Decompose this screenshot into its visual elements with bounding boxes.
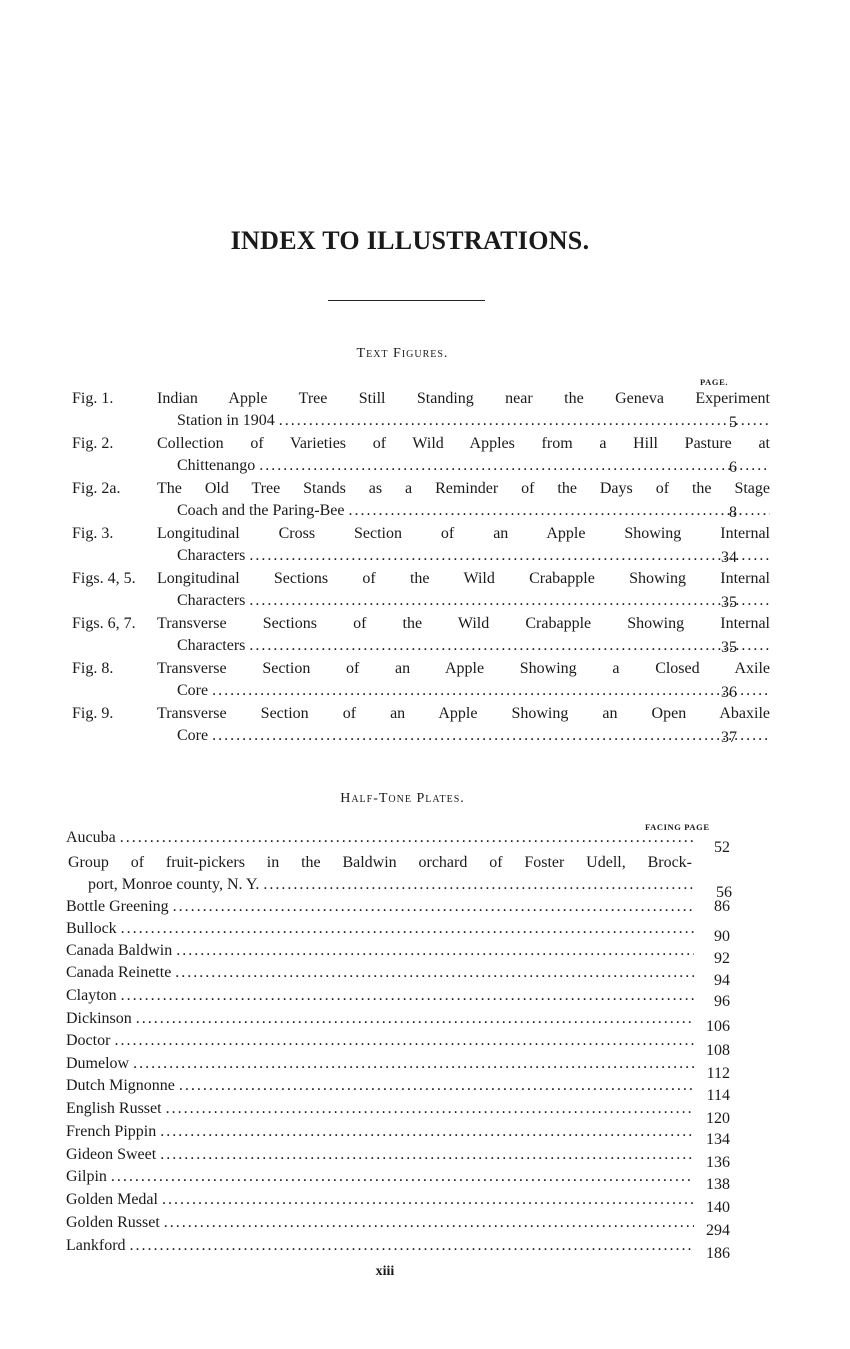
plate-page: 294: [706, 1222, 730, 1239]
plate-page: 90: [714, 928, 730, 945]
plate-title: Dickinson: [66, 1010, 132, 1027]
plate-page: 106: [706, 1018, 730, 1035]
leader-dots: [245, 545, 770, 567]
plate-page: 136: [706, 1154, 730, 1171]
figure-number: Fig. 8.: [72, 660, 114, 677]
leader-dots: [132, 1008, 694, 1030]
plate-title: English Russet: [66, 1100, 162, 1117]
plate-entry: [66, 1053, 730, 1082]
figure-caption: Longitudinal Cross Section of an Apple Showing Internal: [157, 525, 770, 542]
figure-caption-continued: Characters: [177, 547, 246, 564]
title-rule: [328, 300, 485, 301]
figure-caption: Transverse Section of an Apple Showing an Open Abaxile: [157, 705, 770, 722]
figure-caption-continued: Core: [177, 727, 209, 744]
plate-title: Group of fruit-pickers in the Baldwin orchard of Foster Udell, Brock-: [68, 854, 692, 871]
plate-page: 94: [714, 972, 730, 989]
figure-caption: Longitudinal Sections of the Wild Crabapple Showing Internal: [157, 570, 770, 587]
plate-page: 134: [706, 1131, 730, 1148]
figure-number: Fig. 2.: [72, 435, 114, 452]
text-figures-heading: Text Figures.: [356, 346, 449, 361]
plate-entry: [66, 1189, 730, 1216]
leader-dots: [156, 1121, 694, 1143]
figure-page: 34: [721, 549, 737, 566]
figure-caption-continued: Station in 1904: [177, 412, 275, 429]
figure-number: Fig. 2a.: [72, 480, 121, 497]
figure-page: 37: [721, 729, 737, 746]
plate-page: 86: [714, 898, 730, 915]
figure-caption: The Old Tree Stands as a Reminder of the Days of the Stage: [157, 480, 770, 497]
plate-entry: [66, 918, 730, 945]
plate-title: Doctor: [66, 1032, 111, 1049]
plate-entry: [66, 1008, 730, 1035]
plate-title: Gilpin: [66, 1168, 107, 1185]
figure-caption-continued: Chittenango: [177, 457, 256, 474]
leader-dots: [116, 827, 694, 849]
leader-dots: [110, 1030, 694, 1052]
figure-caption-continued: Core: [177, 682, 209, 699]
figure-caption-continued: Characters: [177, 592, 246, 609]
plate-title: French Pippin: [66, 1123, 157, 1140]
plate-entry: [66, 1075, 730, 1104]
leader-dots: [275, 410, 770, 432]
plate-page: 112: [706, 1065, 730, 1082]
figure-number: Figs. 6, 7.: [72, 615, 136, 632]
leader-dots: [175, 1075, 694, 1097]
figure-page: 36: [721, 684, 737, 701]
page-column-label: PAGE.: [700, 377, 729, 387]
figure-page: 35: [721, 594, 737, 611]
plate-title: Clayton: [66, 987, 117, 1004]
figure-number: Fig. 3.: [72, 525, 114, 542]
leader-dots: [126, 1235, 694, 1257]
leader-dots: [156, 1144, 694, 1166]
leader-dots: [117, 918, 694, 940]
plate-entry: [66, 1121, 730, 1148]
figure-page: 35: [721, 639, 737, 656]
plate-page: 52: [714, 839, 730, 856]
plate-title: Golden Russet: [66, 1214, 160, 1231]
figure-number: Figs. 4, 5.: [72, 570, 136, 587]
leader-dots: [245, 590, 770, 612]
plate-entry: [66, 940, 730, 967]
leader-dots: [158, 1189, 694, 1211]
plate-title: Bullock: [66, 920, 117, 937]
figure-caption: Indian Apple Tree Still Standing near the Geneva Experiment: [157, 390, 770, 407]
leader-dots: [172, 940, 694, 962]
leader-dots: [107, 1166, 694, 1188]
page-title: INDEX TO ILLUSTRATIONS.: [230, 226, 590, 255]
figure-number: Fig. 1.: [72, 390, 114, 407]
plate-entry: [66, 1166, 730, 1193]
figure-number: Fig. 9.: [72, 705, 114, 722]
plate-entry: [66, 1212, 730, 1239]
plate-entry: [66, 962, 730, 989]
figure-caption-continued: Characters: [177, 637, 246, 654]
plate-page: 140: [706, 1199, 730, 1216]
plate-page: 120: [706, 1110, 730, 1127]
leader-dots: [245, 635, 770, 657]
plate-entry: [66, 1030, 730, 1059]
figure-page: 8: [729, 504, 737, 521]
plate-page: 186: [706, 1245, 730, 1262]
leader-dots: [129, 1053, 694, 1075]
plate-title: Bottle Greening: [66, 898, 169, 915]
plate-title: Dumelow: [66, 1055, 130, 1072]
half-tone-plates-heading: Half-Tone Plates.: [340, 791, 465, 806]
plate-entry: [66, 985, 730, 1010]
plate-title: Gideon Sweet: [66, 1146, 157, 1163]
plate-entry: [66, 1098, 730, 1127]
leader-dots: [171, 962, 694, 984]
plate-title: Canada Reinette: [66, 964, 172, 981]
leader-dots: [169, 896, 694, 918]
figure-caption-continued: Coach and the Paring-Bee: [177, 502, 345, 519]
plate-page: 114: [706, 1087, 730, 1104]
leader-dots: [259, 874, 696, 896]
plate-entry: [66, 1235, 730, 1262]
plate-entry: [66, 827, 730, 856]
figure-caption: Transverse Sections of the Wild Crabapple Showing Internal: [157, 615, 770, 632]
plate-title: Lankford: [66, 1237, 126, 1254]
plate-page: 138: [706, 1176, 730, 1193]
plate-title: Dutch Mignonne: [66, 1077, 175, 1094]
plate-title: Golden Medal: [66, 1191, 158, 1208]
leader-dots: [162, 1098, 694, 1120]
plate-page: 96: [714, 993, 730, 1010]
plate-page: 92: [714, 950, 730, 967]
plate-entry: [66, 1144, 730, 1171]
leader-dots: [208, 725, 770, 747]
plate-page: 56: [716, 884, 732, 901]
plate-entry: [66, 896, 730, 918]
leader-dots: [255, 455, 770, 477]
facing-page-column-label: FACING PAGE: [645, 822, 710, 832]
page-number: xiii: [375, 1264, 395, 1279]
leader-dots: [160, 1212, 694, 1234]
leader-dots: [117, 985, 694, 1007]
figure-page: 5: [729, 414, 737, 431]
plate-page: 108: [706, 1042, 730, 1059]
figure-caption: Transverse Section of an Apple Showing a Closed Axile: [157, 660, 770, 677]
figure-page: 6: [729, 459, 737, 476]
leader-dots: [208, 680, 770, 702]
figure-caption: Collection of Varieties of Wild Apples from a Hill Pasture at: [157, 435, 770, 452]
plate-title: Aucuba: [66, 829, 116, 846]
plate-title: Canada Baldwin: [66, 942, 173, 959]
plate-title-continued: port, Monroe county, N. Y.: [88, 876, 260, 893]
